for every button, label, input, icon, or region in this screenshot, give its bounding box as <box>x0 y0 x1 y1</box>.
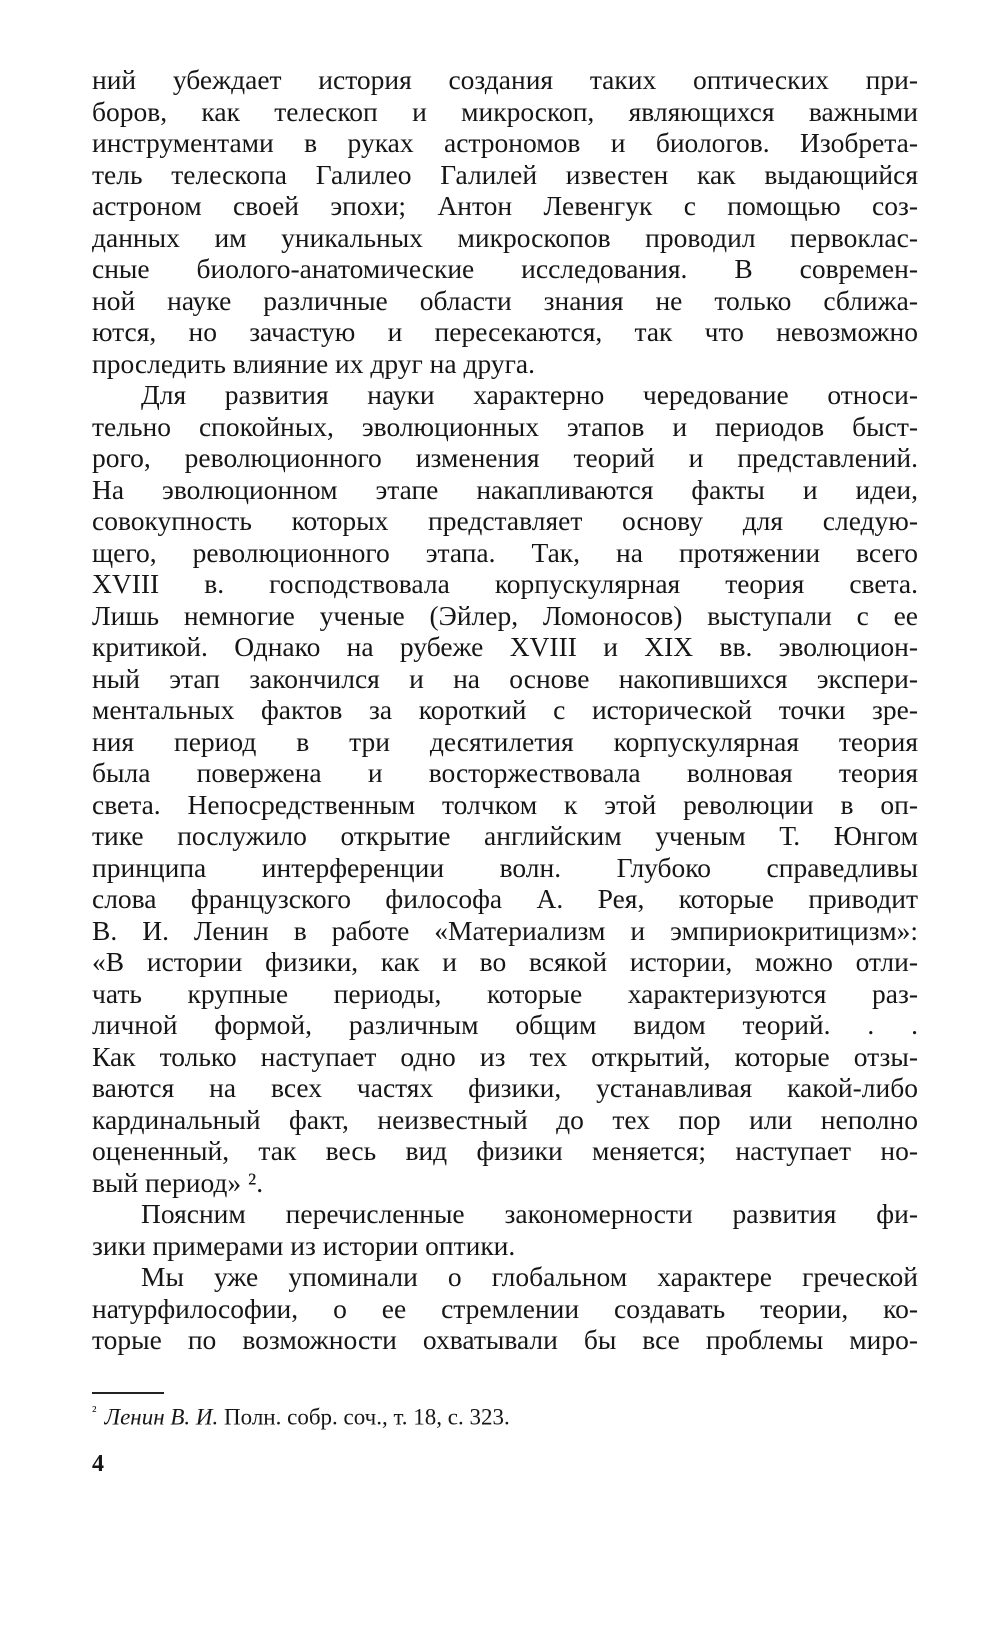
text-line: ный этап закончился и на основе накопившихся экспери- <box>92 662 918 694</box>
text-line: кардинальный факт, неизвестный до тех пор или неполно <box>92 1103 918 1135</box>
text-line: щего, революционного этапа. Так, на протяжении всего <box>92 536 918 568</box>
text-line: совокупность которых представляет основу для следую- <box>92 505 918 536</box>
text-line: ваются на всех частях физики, устанавливая какой-либо <box>92 1072 918 1103</box>
text-line: ются, но зачастую и пересекаются, так что невозможно <box>92 316 918 347</box>
text-line: «В истории физики, как и во всякой истории, можно отли- <box>92 946 918 977</box>
text-line: данных им уникальных микроскопов проводил первоклас- <box>92 221 918 253</box>
text-line: тельно спокойных, эволюционных этапов и периодов быст- <box>92 410 918 442</box>
text-line: критикой. Однако на рубеже XVIII и XIX вв. эволюцион- <box>92 631 918 662</box>
body-text <box>92 64 918 1356</box>
text-line: В. И. Ленин в работе «Материализм и эмпириокритицизм»: <box>92 914 918 946</box>
text-line: зики примерами из истории оптики. <box>92 1229 516 1261</box>
text-line: сные биолого-анатомические исследования. В современ- <box>92 253 918 284</box>
footnote-text: Полн. собр. соч., т. 18, с. 323. <box>224 1404 510 1430</box>
text-line: XVIII в. господствовала корпускулярная теория света. <box>92 568 918 599</box>
text-line: была повержена и восторжествовала волновая теория <box>92 757 918 788</box>
text-line: ментальных фактов за короткий с исторической точки зре- <box>92 694 918 725</box>
text-line: Мы уже упоминали о глобальном характере греческой <box>141 1261 918 1292</box>
text-line: торые по возможности охватывали бы все проблемы миро- <box>92 1324 918 1355</box>
text-line: проследить влияние их друг на друга. <box>92 347 535 379</box>
text-line: тель телескопа Галилео Галилей известен как выдающийся <box>92 158 918 190</box>
text-line: рого, революционного изменения теорий и представлений. <box>92 442 918 473</box>
text-line: Как только наступает одно из тех открытий, которые отзы- <box>92 1040 918 1072</box>
text-line: Лишь немногие ученые (Эйлер, Ломоносов) выступали с ее <box>92 599 918 631</box>
text-line: чать крупные периоды, которые характеризуются раз- <box>92 977 918 1009</box>
text-line: Для развития науки характерно чередование относи- <box>141 379 918 410</box>
text-line: слова французского философа А. Рея, которые приводит <box>92 883 918 914</box>
text-line: натурфилософии, о ее стремлении создавать теории, ко- <box>92 1292 918 1324</box>
footnote <box>92 1398 510 1432</box>
text-line: На эволюционном этапе накапливаются факты и идеи, <box>92 473 918 505</box>
text-line: принципа интерференции волн. Глубоко справедливы <box>92 851 918 883</box>
footnote-mark: ² <box>92 1404 97 1420</box>
text-line: ной науке различные области знания не только сближа- <box>92 284 918 316</box>
text-line: инструментами в руках астрономов и биологов. Изобрета- <box>92 127 918 158</box>
text-line: оцененный, так весь вид физики меняется; наступает но- <box>92 1135 918 1166</box>
text-line: вый период» ². <box>92 1166 264 1198</box>
text-line: Поясним перечисленные закономерности развития фи- <box>141 1198 918 1229</box>
text-line: света. Непосредственным толчком к этой революции в оп- <box>92 788 918 820</box>
footnote-divider <box>92 1392 164 1394</box>
page-number: 4 <box>92 1451 104 1477</box>
text-line: астроном своей эпохи; Антон Левенгук с помощью соз- <box>92 190 918 221</box>
text-line: ний убеждает история создания таких оптических при- <box>92 64 918 95</box>
text-line: ния период в три десятилетия корпускулярная теория <box>92 725 918 757</box>
text-line: личной формой, различным общим видом теорий. . . <box>92 1009 918 1040</box>
footnote-author: Ленин В. И. <box>104 1404 219 1430</box>
text-line: тике послужило открытие английским ученым Т. Юнгом <box>92 820 918 851</box>
text-line: боров, как телескоп и микроскоп, являющихся важными <box>92 95 918 127</box>
